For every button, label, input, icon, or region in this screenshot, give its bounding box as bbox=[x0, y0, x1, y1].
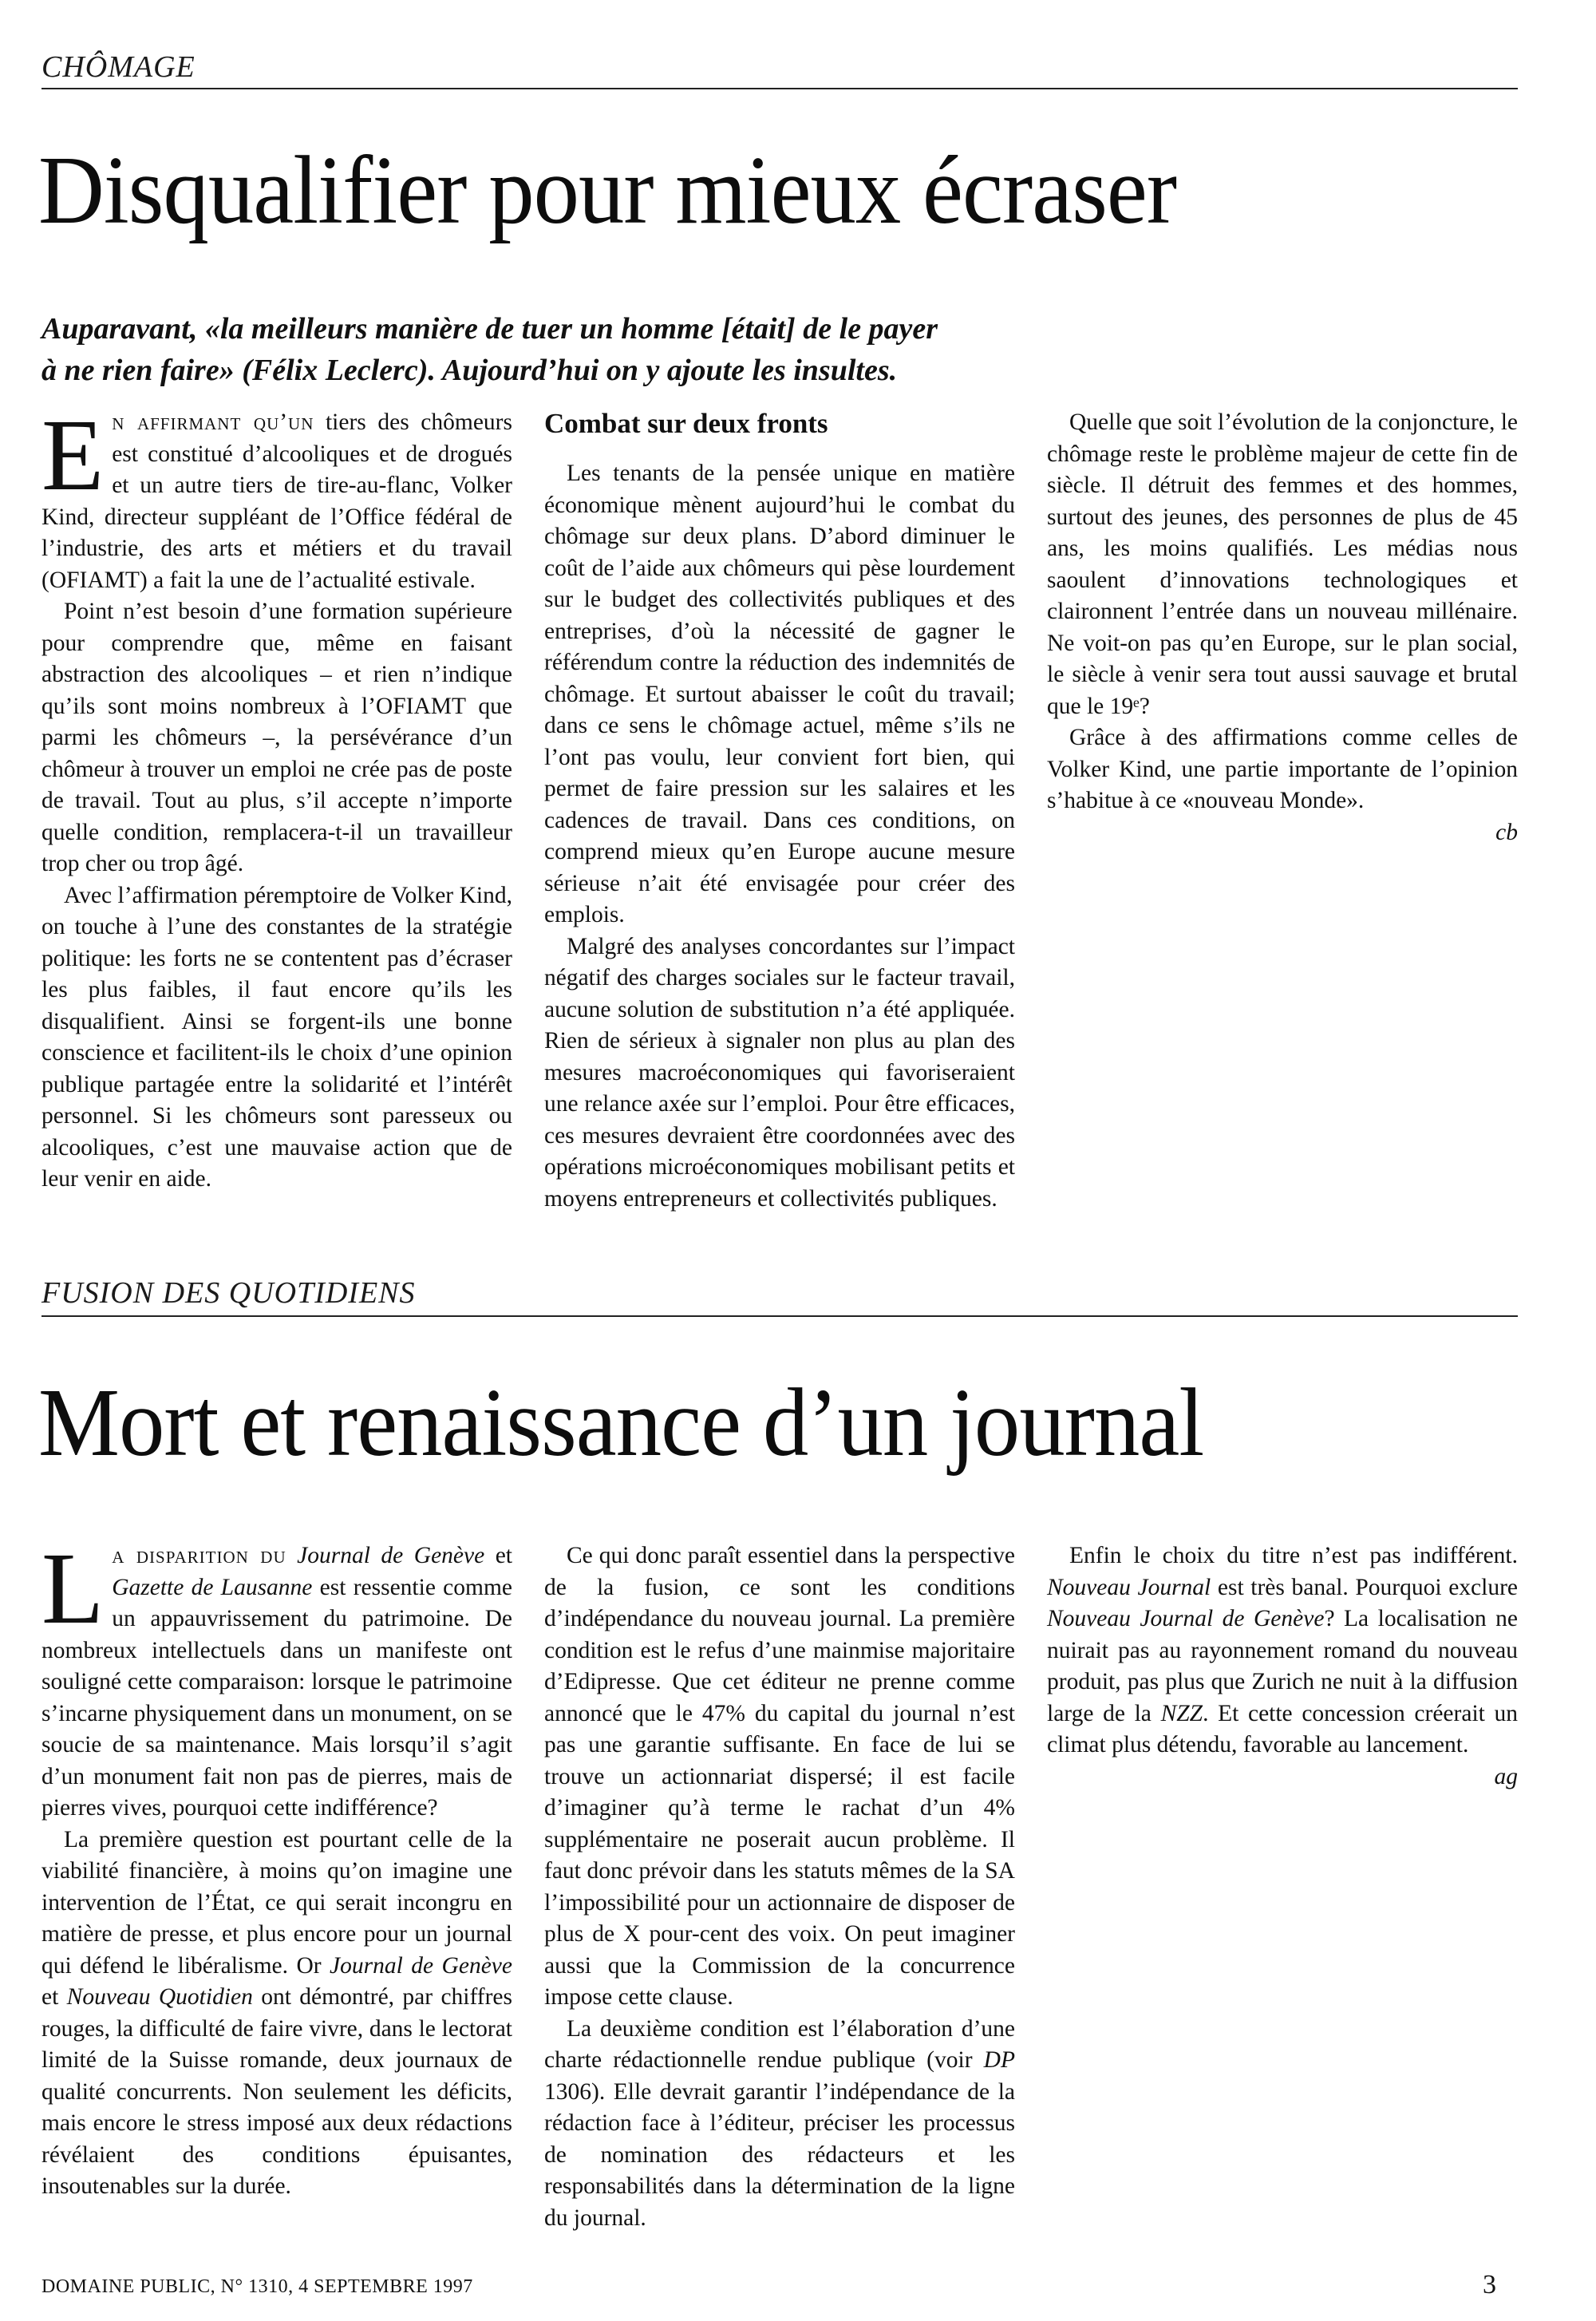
footer-publication: DOMAINE PUBLIC, N° 1310, 4 SEPTEMBRE 1997 bbox=[41, 2276, 473, 2297]
article2-rule bbox=[41, 1315, 1518, 1317]
article1-p1: tiers des chômeurs est constitué d’alcooliques et de drogués et un autre tiers de tire-au-flanc, Volker Kind, directeur suppléant de l’Office fédéral de l’industrie, des arts et métiers et du travail (OFIAMT) a fait la une de l’actualité estivale. bbox=[41, 409, 512, 593]
text-run: La deuxième condition est l’élaboration d’une charte rédactionnelle rendue publique (voir bbox=[544, 2015, 1015, 2073]
article2-body bbox=[41, 1532, 1519, 2243]
publication-ref: Journal de Genève bbox=[297, 1543, 485, 1568]
article2-paragraph bbox=[1047, 1540, 1518, 1762]
article2-dropcap: L bbox=[41, 1532, 105, 1645]
article2-title: Mort et renaissance d’un journal bbox=[38, 1369, 1204, 1477]
article1-chapo-line1: Auparavant, «la meilleurs manière de tuer un homme [était] de le payer bbox=[41, 312, 938, 346]
text-run: . Et cette concession créerait un climat plus détendu, favorable au lancement. bbox=[1047, 1700, 1518, 1758]
publication-ref: Journal de Genève bbox=[330, 1952, 512, 1979]
article1-paragraph: Quelle que soit l’évolution de la conjoncture, le chômage reste le problème majeur de cette fin de siècle. Il détruit des femmes et des hommes, surtout des jeunes, des personnes de plus de 45 ans, les moins qualifiés. Les médias nous saoulent d’innovations technologiques et claironnent l’entrée dans un nouveau millénaire. Ne voit-on pas qu’en Europe, sur le plan social, le siècle à venir sera tout aussi sauvage et brutal que le 19ᵉ? bbox=[1047, 409, 1518, 719]
text-run: La première question est pourtant celle de la viabilité financière, à moins qu’on imagine une intervention de l’État, ce qui serait incongru en matière de presse, et plus encore pour un journal qui défend le libéralisme. Or bbox=[41, 1826, 512, 1979]
article2-signature: ag bbox=[1494, 1763, 1518, 1789]
article1-paragraph bbox=[41, 398, 512, 596]
text-run: est ressentie comme un appauvrissement du patrimoine. De nombreux intellectuels dans un manifeste ont souligné cette comparaison: lorsque le patrimoine s’incarne physiquement dans un monument, on se soucie de sa maintenance. Mais lorsqu’il s’agit d’un monument fait non pas de pierres, mais de pierres vives, pourquoi cette indifférence? bbox=[41, 1574, 512, 1821]
article1-paragraph: Point n’est besoin d’une formation supérieure pour comprendre que, même en faisant abstraction des alcooliques – et rien n’indique qu’ils sont moins nombreux à l’OFIAMT que parmi les chômeurs –, la persévérance d’un chômeur à trouver un emploi ne crée pas de poste de travail. Tout au plus, s’il accepte n’importe quelle condition, remplacera-t-il un travailleur trop cher ou trop âgé. bbox=[41, 599, 512, 876]
text-run: et bbox=[41, 1984, 67, 2010]
article1-lead: n affirmant qu’un bbox=[112, 409, 314, 435]
article1-rule bbox=[41, 88, 1518, 89]
publication-ref: Nouveau Journal de Genève bbox=[1047, 1606, 1325, 1631]
article2-paragraph bbox=[41, 1532, 513, 1825]
article1-paragraph: Avec l’affirmation péremptoire de Volker Kind, on touche à l’une des constantes de la stratégie politique: les forts ne se contentent pas d’écraser les plus faibles, il faut encore qu’ils les disqualifient. Ainsi se forgent-ils une bonne conscience et facilitent-ils le choix d’une opinion publique partagée entre la solidarité et l’intérêt personnel. Si les chômeurs sont paresseux ou alcooliques, c’est une mauvaise action que de leur venir en aide. bbox=[41, 882, 512, 1192]
article2-lead: a disparition du bbox=[112, 1543, 286, 1568]
article1-paragraph: Malgré des analyses concordantes sur l’impact négatif des charges sociales sur le facteur travail, aucune solution de substitution n’a été appliquée. Rien de sérieux à signaler non plus au plan des mesures macroéconomiques qui favoriseraient une relance axée sur l’emploi. Pour être efficaces, ces mesures devraient être coordonnées avec des opérations microéconomiques mobilisant petits et moyens entrepreneurs et collectivités publiques. bbox=[544, 933, 1015, 1212]
article2-paragraph bbox=[41, 1825, 512, 2203]
text-run: est très banal. Pourquoi exclure bbox=[1211, 1574, 1518, 1600]
text-run: 1306). Elle devrait garantir l’indépendance de la rédaction face à l’éditeur, préciser les processus de nomination des rédacteurs et les responsabilités dans la détermination de la ligne du journal. bbox=[544, 2078, 1015, 2231]
article1-paragraph: Grâce à des affirmations comme celles de Volker Kind, une partie importante de l’opinion s’habitue à ce «nouveau Monde». bbox=[1047, 725, 1518, 813]
publication-ref: Nouveau Quotidien bbox=[66, 1984, 253, 2010]
text-run: ont démontré, par chiffres rouges, la difficulté de faire vivre, dans le lectorat limité de la Suisse romande, deux journaux de qualité concurrents. Non seulement les déficits, mais encore le stress imposé aux deux rédactions révélaient des conditions épuisantes, insoutenables sur la durée. bbox=[41, 1984, 512, 2199]
article1-dropcap: E bbox=[41, 398, 105, 512]
publication-ref: DP bbox=[983, 2047, 1015, 2073]
article1-body bbox=[41, 398, 1518, 1253]
article2-paragraph bbox=[544, 2014, 1015, 2235]
article1-paragraph: Les tenants de la pensée unique en matière économique mènent aujourd’hui le combat du chômage sur deux plans. D’abord diminuer le coût de l’aide aux chômeurs qui pèse lourdement sur le budget des collectivités publiques et des entreprises, d’où la nécessité de gagner le référendum contre la réduction des indemnités de chômage. Et surtout abaisser le coût du travail; dans ce sens le chômage actuel, même s’ils ne l’ont pas voulu, leur convient fort bien, qui permet de faire pression sur les salaires et les cadences de travail. Dans ces conditions, on comprend mieux qu’en Europe aucune mesure sérieuse n’ait été envisagée pour créer des emplois. bbox=[544, 461, 1015, 927]
article1-chapo bbox=[41, 308, 1502, 391]
article2-paragraph: Ce qui donc paraît essentiel dans la perspective de la fusion, ce sont les conditions d’indépendance du nouveau journal. La première condition est le refus d’une mainmise majoritaire d’Edipresse. Que cet éditeur ne prenne comme annoncé que le 47% du capital du journal n’est pas une garantie suffisante. En face de lui se trouve un actionnariat dispersé; il est facile d’imaginer qu’à terme le rachat d’un 4% supplémentaire ne poserait aucun problème. Il faut donc prévoir dans les statuts mêmes de la SA l’impossibilité pour un actionnaire de disposer de plus de X pour-cent des voix. On peut imaginer aussi que la Commission de la concurrence impose cette clause. bbox=[544, 1543, 1015, 2010]
article1-signature: cb bbox=[1495, 819, 1518, 845]
page-number: 3 bbox=[1483, 2270, 1496, 2299]
publication-ref: NZZ bbox=[1160, 1700, 1203, 1726]
text-run: ? La localisation ne nuirait pas au rayonnement romand du nouveau produit, pas plus que Zurich ne nuit à la diffusion large de la bbox=[1047, 1606, 1519, 1726]
publication-ref: Nouveau Journal bbox=[1047, 1574, 1211, 1600]
text-run: et bbox=[484, 1543, 513, 1568]
article1-rubric: CHÔMAGE bbox=[41, 50, 196, 84]
text-run: Enfin le choix du titre n’est pas indifférent. bbox=[1069, 1543, 1518, 1568]
publication-ref: Gazette de Lausanne bbox=[112, 1574, 313, 1600]
article1-chapo-line2: à ne rien faire» (Félix Leclerc). Aujourd’hui on y ajoute les insultes. bbox=[41, 354, 898, 387]
article1-subhead: Combat sur deux fronts bbox=[544, 408, 828, 439]
article1-title: Disqualifier pour mieux écraser bbox=[38, 136, 1177, 244]
article2-rubric: FUSION DES QUOTIDIENS bbox=[41, 1276, 416, 1310]
